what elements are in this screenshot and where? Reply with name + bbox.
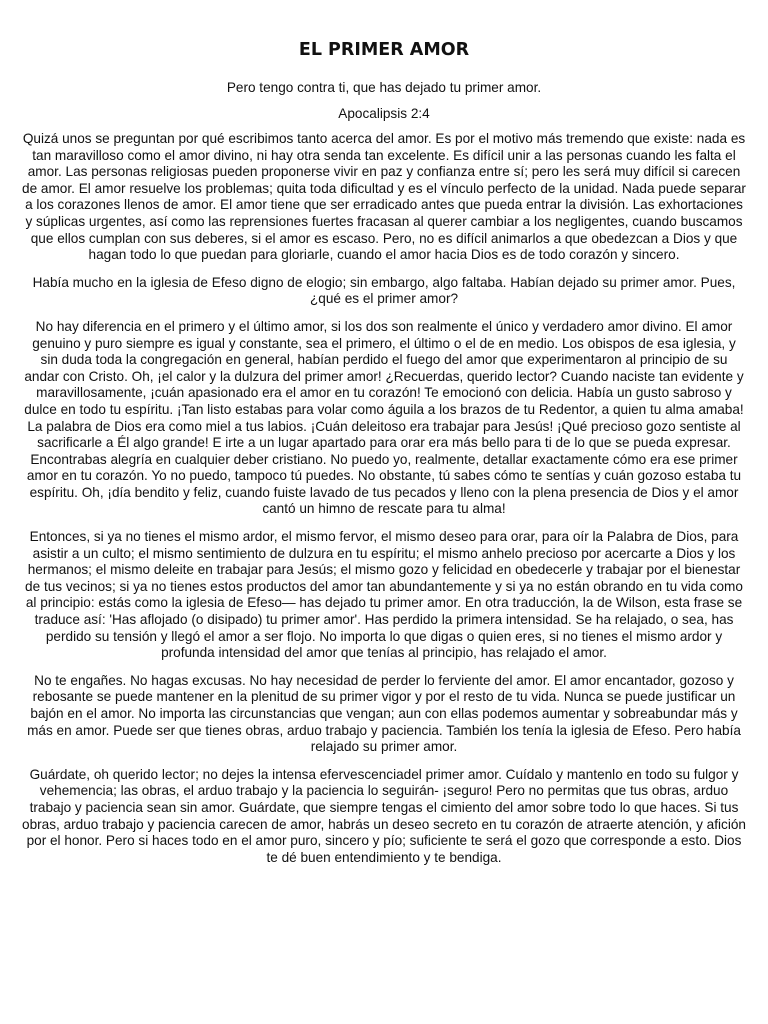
paragraph-2: Había mucho en la iglesia de Efeso digno de elogio; sin embargo, algo faltaba. Habían dejado su primer amor. Pues, ¿qué es el primer amor? [32, 274, 736, 307]
paragraph-1: Quizá unos se preguntan por qué escribimos tanto acerca del amor. Es por el motivo más tremendo que existe: nada es tan maravilloso como el amor divino, ni hay otra senda tan excelente. Es difícil unir a las personas cuando les falta el amor. Las personas religiosas pueden proponerse vivir en paz y confianza entre sí; pero les será muy difícil si carecen de amor. El amor resuelve los problemas; quita toda dificultad y es el vínculo perfecto de la unidad. Nada puede separar a los corazones llenos de amor. El amor tiene que ser erradicado antes que pueda entrar la división. Las exhortaciones y súplicas urgentes, así como las reprensiones fuertes fracasan al querer cambiar a los negligentes, cuando buscamos que ellos cumplan con sus deberes, si el amor es escaso. Pero, no es difícil animarlos a que obedezcan a Dios y que hagan todo lo que puedan para gloriarle, cuando el amor hacia Dios es de todo corazón y sincero. [22, 131, 746, 263]
epigraph: Pero tengo contra ti, que has dejado tu primer amor. [226, 80, 542, 95]
document-title: EL PRIMER AMOR [298, 40, 470, 60]
paragraph-6: Guárdate, oh querido lector; no dejes la intensa efervescenciadel primer amor. Cuídalo y mantenlo en todo su fulgor y vehemencia; las obras, el arduo trabajo y la paciencia lo seguirán- ¡seguro! Pero no permitas que tus obras, arduo trabajo y paciencia sean sin amor. Guárdate, que siempre tengas el cimiento del amor sobre todo lo que haces. Si tus obras, arduo trabajo y paciencia carecen de amor, habrás un deseo secreto en tu corazón de atraerte atención, y afición por el honor. Pero si haces todo en el amor puro, sincero y pío; suficiente te será el gozo que corresponde a esto. Dios te dé buen entendimiento y te bendiga. [22, 766, 746, 865]
paragraph-3: No hay diferencia en el primero y el último amor, si los dos son realmente el único y verdadero amor divino. El amor genuino y puro siempre es igual y constante, sea el primero, el último o el de en medio. Los obispos de esa iglesia, y sin duda toda la congregación en general, habían perdido el fuego del amor que experimentaron al principio de su andar con Cristo. Oh, ¡el calor y la dulzura del primer amor! ¿Recuerdas, querido lector? Cuando naciste tan evidente y maravillosamente, ¡cuán apasionado era el amor en tu corazón! Te emocionó con delicia. Había un gusto sabroso y dulce en todo tu espíritu. ¡Tan listo estabas para volar como águila a los brazos de tu Redentor, a quien tu alma amaba! La palabra de Dios era como miel a tus labios. ¡Cuán deleitoso era trabajar para Jesús! ¡Qué precioso gozo sentiste al sacrificarle a Él algo grande! E irte a un lugar apartado para orar era más bello para ti de lo que se pueda expresar. Encontrabas alegría en cualquier deber cristiano. No puedo yo, realmente, detallar exactamente cómo era ese primer amor en tu corazón. Yo no puedo, tampoco tú puedes. No obstante, tú sabes cómo te sentías y cuán gozoso estaba tu espíritu. Oh, ¡día bendito y feliz, cuando fuiste lavado de tus pecados y lleno con la plena presencia de Dios y el amor cantó un himno de rescate para tu alma! [24, 318, 744, 517]
paragraph-5: No te engañes. No hagas excusas. No hay necesidad de perder lo ferviente del amor. El amor encantador, gozoso y rebosante se puede mantener en la plenitud de su primer vigor y por el resto de tu vida. Nunca se puede justificar un bajón en el amor. No importa las circunstancias que vengan; aun con ellas podemos aumentar y sobreabundar más y más en amor. Puede ser que tienes obras, arduo trabajo y paciencia. También los tenía la iglesia de Efeso. Pero había relajado su primer amor. [27, 672, 741, 755]
scripture-reference: Apocalipsis 2:4 [338, 106, 430, 121]
paragraph-4: Entonces, si ya no tienes el mismo ardor, el mismo fervor, el mismo deseo para orar, para oír la Palabra de Dios, para asistir a un culto; el mismo sentimiento de dulzura en tu espíritu; el mismo anhelo precioso por acercarte a Dios y los hermanos; el mismo deleite en trabajar para Jesús; el mismo gozo y felicidad en obedecerle y trabajar por el bienestar de tus vecinos; si ya no tienes estos productos del amor tan abundantemente y si ya no están obrando en tu vida como al principio: estás como la iglesia de Efeso— has dejado tu primer amor. En otra traducción, la de Wilson, esta frase se traduce así: 'Has aflojado (o disipado) tu primer amor'. Has perdido la primera intensidad. Se ha relajado, o sea, has perdido su tensión y llegó el amor a ser flojo. No importa lo que digas o quien eres, si no tienes el mismo ardor y profunda intensidad del amor que tenías al principio, has relajado el amor. [25, 529, 743, 661]
